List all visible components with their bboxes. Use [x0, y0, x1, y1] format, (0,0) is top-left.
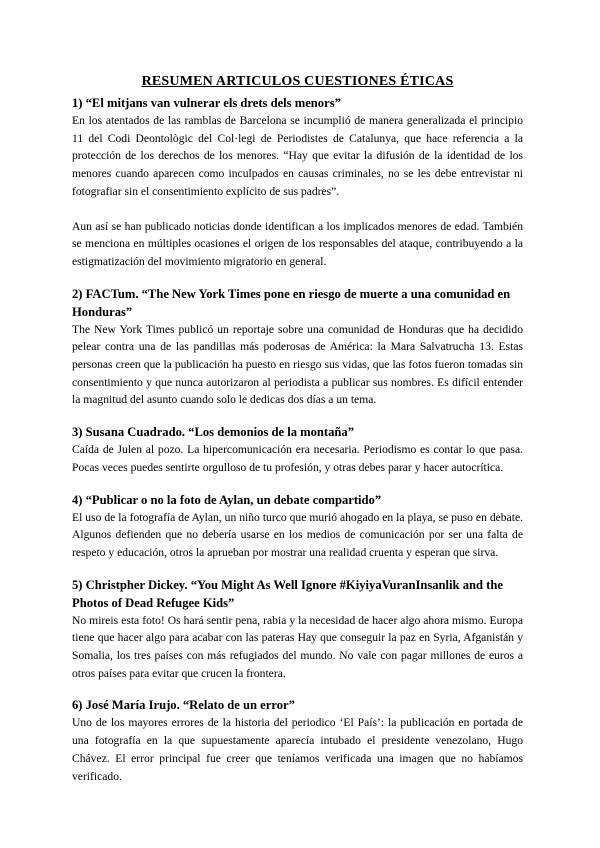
- section-2: [72, 285, 523, 410]
- section-heading: 4) “Publicar o no la foto de Aylan, un debate compartido”: [72, 492, 382, 507]
- section-paragraph: En los atentados de las ramblas de Barcelona se incumplió de manera generalizada el principio 11 del Codi Deontològic del Col·legi de Periodistes de Catalunya, que hace referencia a la protección de los derechos de los menores. “Hay que evitar la difusión de la identidad de los menores cuando aparecen como inculpados en causas criminales, no se les debe entrevistar ni fotografiar sin el consentimiento explícito de sus padres”.: [72, 114, 523, 198]
- section-paragraph: Uno de los mayores errores de la historia del periodico ‘El País’: la publicación en portada de una fotografía en la que supuestamente aparecía intubado el presidente venezolano, Hugo Chávez. El error principal fue creer que teníamos verificada una imagen que no habíamos verificado.: [72, 716, 523, 783]
- section-paragraph: Aun así se han publicado noticias donde identifican a los implicados menores de edad. También se menciona en múltiples ocasiones el origen de los responsables del ataque, contribuyendo a la estigmatización del movimiento migratorio en general.: [72, 219, 523, 268]
- section-1: [72, 94, 523, 271]
- section-5: [72, 576, 523, 683]
- section-6: [72, 696, 523, 785]
- section-heading: 6) José María Irujo. “Relato de un error”: [72, 698, 295, 713]
- section-paragraph: The New York Times publicó un reportaje sobre una comunidad de Honduras que ha decidido pelear contra una de las pandillas más poderosas de América: la Mara Salvatrucha 13. Estas personas creen que la publicación ha puesto en riesgo sus vidas, que las fotos fueron tomadas sin consentimiento y que nunca autorizaron al periodista a publicar sus nombres. Es difícil entender la magnitud del asunto cuando solo le dedicas dos días a un tema.: [72, 322, 523, 407]
- section-paragraph: Caída de Julen al pozo. La hipercomunicación era necesaria. Periodismo es contar lo que pasa. Pocas veces puedes sentirte orgulloso de tu profesión, y otras debes parar y hacer autocrítica.: [72, 443, 523, 474]
- section-heading: 3) Susana Cuadrado. “Los demonios de la montaña”: [72, 425, 355, 440]
- section-heading: 2) FACTum. “The New York Times pone en riesgo de muerte a una comunidad en Honduras”: [72, 286, 511, 319]
- section-paragraph: No mireis esta foto! Os hará sentir pena, rabia y la necesidad de hacer algo ahora mismo. Europa tiene que hacer algo para acabar con las pateras Hay que conseguir la paz en Syria, Afganistán y Somalia, los tres países con más refugiados del mundo. No vale con pagar millones de euros a otros países para evitar que crucen la frontera.: [72, 613, 523, 680]
- section-paragraph: El uso de la fotografía de Aylan, un niño turco que murió ahogado en la playa, se puso en debate. Algunos defienden que no debería usarse en los medios de comunicación por ser una falta de respeto y educación, otros la aprueban por mostrar una realidad cruenta y esperan que sirva.: [72, 510, 523, 559]
- section-heading: 1) “El mitjans van vulnerar els drets dels menors”: [72, 96, 341, 110]
- section-4: [72, 491, 523, 562]
- section-3: [72, 423, 523, 476]
- section-heading: 5) Christpher Dickey. “You Might As Well Ignore #KiyiyaVuranInsanlik and the Photos of Dead Refugee Kids”: [72, 577, 503, 610]
- document-title: RESUMEN ARTICULOS CUESTIONES ÉTICAS: [141, 74, 454, 89]
